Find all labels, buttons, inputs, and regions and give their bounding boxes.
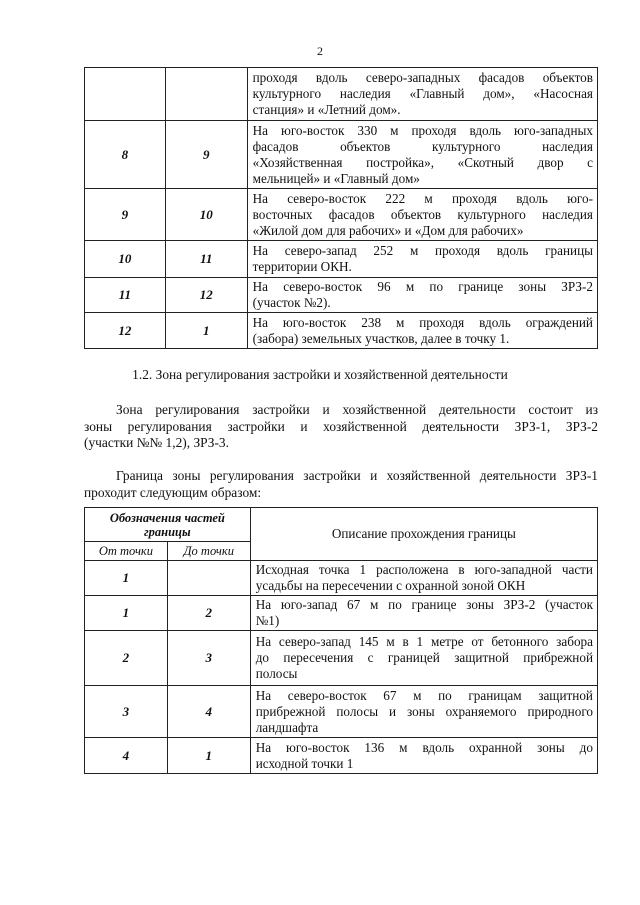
table-row bbox=[85, 631, 598, 686]
boundary-table-continued bbox=[84, 67, 598, 349]
to-point-cell: 9 bbox=[165, 121, 247, 189]
table-row bbox=[85, 68, 598, 121]
description-cell: На северо-восток 67 м по границам защитной прибрежной полосы и зоны охраняемого природного ландшафта bbox=[250, 686, 597, 738]
table-header-row bbox=[85, 508, 598, 542]
to-point-cell: 1 bbox=[165, 313, 247, 349]
description-cell: На юго-восток 330 м проходя вдоль юго-западных фасадов объектов культурного наследия «Хозяйственная постройка», «Скотный двор с мельницей» и «Главный дом» bbox=[247, 121, 597, 189]
from-point-cell: 10 bbox=[85, 241, 166, 278]
table-row bbox=[85, 738, 598, 774]
to-point-cell bbox=[165, 68, 247, 121]
table-row bbox=[85, 121, 598, 189]
from-point-cell bbox=[85, 68, 166, 121]
description-cell: На юго-восток 238 м проходя вдоль ограждений (забора) земельных участков, далее в точку 1. bbox=[247, 313, 597, 349]
zone-composition-paragraph: Зона регулирования застройки и хозяйственной деятельности состоит из зоны регулирования застройки и хозяйственной деятельности ЗРЗ-1, ЗРЗ-2 (участки №№ 1,2), ЗРЗ-3. bbox=[84, 402, 598, 450]
from-point-cell: 9 bbox=[85, 189, 166, 241]
zrz1-boundary-table bbox=[84, 507, 598, 774]
table-row bbox=[85, 241, 598, 278]
from-point-cell: 2 bbox=[85, 631, 168, 686]
to-point-cell: 3 bbox=[167, 631, 250, 686]
boundary-parts-header: Обозначения частей границы bbox=[85, 508, 251, 542]
description-cell: Исходная точка 1 расположена в юго-западной части усадьбы на пересечении с охранной зоной ОКН bbox=[250, 561, 597, 596]
to-point-header: До точки bbox=[167, 542, 250, 561]
from-point-cell: 1 bbox=[85, 596, 168, 631]
description-cell: На юго-запад 67 м по границе зоны ЗРЗ-2 (участок №1) bbox=[250, 596, 597, 631]
from-point-cell: 12 bbox=[85, 313, 166, 349]
table-row bbox=[85, 313, 598, 349]
to-point-cell: 4 bbox=[167, 686, 250, 738]
to-point-cell: 12 bbox=[165, 278, 247, 313]
table-row bbox=[85, 596, 598, 631]
table-row bbox=[85, 278, 598, 313]
from-point-cell: 1 bbox=[85, 561, 168, 596]
from-point-header: От точки bbox=[85, 542, 168, 561]
description-cell: На юго-восток 136 м вдоль охранной зоны до исходной точки 1 bbox=[250, 738, 597, 774]
section-heading: 1.2. Зона регулирования застройки и хозяйственной деятельности bbox=[132, 367, 508, 382]
table-row bbox=[85, 189, 598, 241]
to-point-cell bbox=[167, 561, 250, 596]
from-point-cell: 11 bbox=[85, 278, 166, 313]
to-point-cell: 2 bbox=[167, 596, 250, 631]
description-cell: На северо-восток 222 м проходя вдоль юго- восточных фасадов объектов культурного наследия «Жилой дом для рабочих» и «Дом для рабочих» bbox=[247, 189, 597, 241]
table-row bbox=[85, 686, 598, 738]
from-point-cell: 4 bbox=[85, 738, 168, 774]
page-number: 2 bbox=[317, 44, 323, 58]
description-cell: На северо-запад 252 м проходя вдоль границы территории ОКН. bbox=[247, 241, 597, 278]
description-header: Описание прохождения границы bbox=[250, 508, 597, 561]
from-point-cell: 8 bbox=[85, 121, 166, 189]
table-row bbox=[85, 561, 598, 596]
description-cell: На северо-запад 145 м в 1 метре от бетонного забора до пересечения с границей защитной прибрежной полосы bbox=[250, 631, 597, 686]
description-cell: На северо-восток 96 м по границе зоны ЗРЗ-2 (участок №2). bbox=[247, 278, 597, 313]
from-point-cell: 3 bbox=[85, 686, 168, 738]
description-cell: проходя вдоль северо-западных фасадов объектов культурного наследия «Главный дом», «Насосная станция» и «Летний дом». bbox=[247, 68, 597, 121]
to-point-cell: 11 bbox=[165, 241, 247, 278]
zrz1-boundary-intro: Граница зоны регулирования застройки и хозяйственной деятельности ЗРЗ-1 проходит следующим образом: bbox=[84, 468, 598, 500]
to-point-cell: 10 bbox=[165, 189, 247, 241]
to-point-cell: 1 bbox=[167, 738, 250, 774]
